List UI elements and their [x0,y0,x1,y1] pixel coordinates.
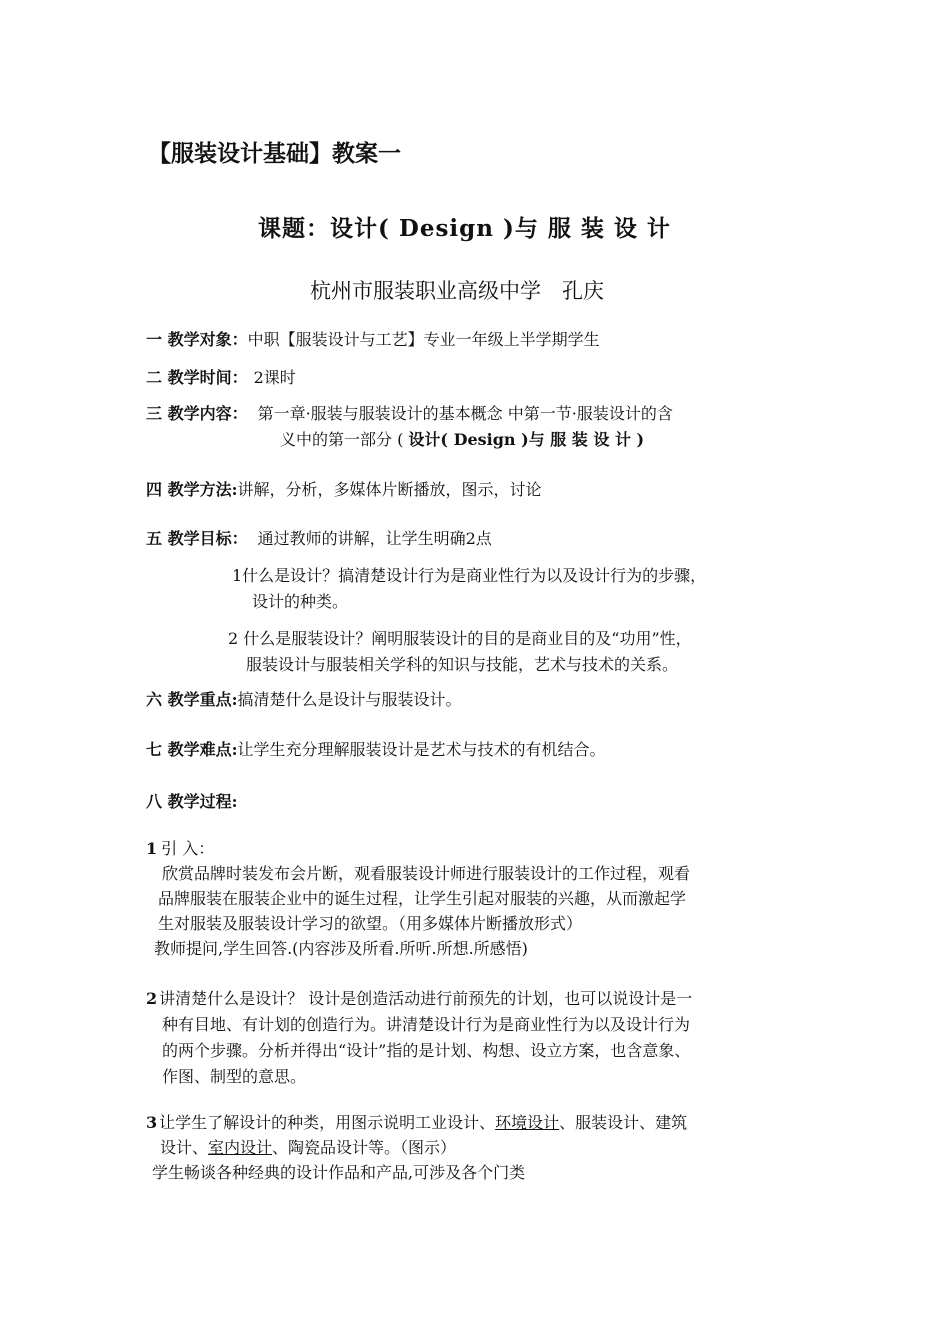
interior-design-link: 室内设计 [208,1138,273,1157]
section-teaching-goal [146,526,492,549]
section-text: 讲解，分析，多媒体片断播放，图示，讨论 [237,480,542,499]
section-text-line1: 第一章·服装与服装设计的基本概念 中第一节·服装设计的含 [257,404,673,423]
process-step-1-line3: 生对服装及服装设计学习的欲望。（用多媒体片断播放形式） [158,914,583,933]
section-text: 搞清楚什么是设计与服装设计。 [237,690,462,709]
document-title: 【服装设计基础】教案一 [148,140,401,167]
section-teaching-object [146,327,600,350]
process-step-number: 3 [146,1113,158,1132]
goal-item-2-line1: 2 什么是服装设计？阐明服装设计的目的是商业目的及“功用”性， [228,629,692,648]
process-step-1-line2: 品牌服装在服装企业中的诞生过程，让学生引起对服装的兴趣，从而激起学 [158,889,687,908]
process-step-text-b: 、服装设计、建筑 [559,1113,688,1132]
process-step-1-line1: 欣赏品牌时装发布会片断，观看服装设计师进行服装设计的工作过程，观看 [162,864,691,883]
goal-item-1-line1: 1什么是设计？搞清楚设计行为是商业性行为以及设计行为的步骤， [232,566,707,585]
process-step-3-line2 [160,1135,456,1158]
lesson-title: 课题：设计( Design )与 服 装 设 计 [258,215,671,242]
environment-design-link: 环境设计 [495,1113,560,1132]
goal-item-1-line2: 设计的种类。 [252,592,349,611]
process-step-2-line2: 种有目地、有计划的创造行为。讲清楚设计行为是商业性行为以及设计行为 [162,1015,691,1034]
section-text: 让学生充分理解服装设计是艺术与技术的有机结合。 [237,740,606,759]
section-teaching-difficulty [146,737,606,760]
section-teaching-focus [146,687,462,710]
section-teaching-process: 八 教学过程: [146,792,238,811]
section-teaching-content [146,401,673,424]
section-text-bold: 设计( Design )与 服 装 设 计 ) [408,430,645,449]
section-text: 2课时 [253,368,296,387]
process-step-2-line3: 的两个步骤。分析并得出“设计”指的是计划、构想、设立方案，也含意象、 [162,1041,691,1060]
section-text: 通过教师的讲解，让学生明确2点 [257,529,492,548]
process-step-2-line4: 作图、制型的意思。 [162,1067,307,1086]
section-text: 中职【服装设计与工艺】专业一年级上半学期学生 [247,330,600,349]
section-label: 一 教学对象： [146,330,248,349]
section-label: 六 教学重点: [146,690,238,709]
section-label: 四 教学方法: [146,480,238,499]
process-step-number: 1 [146,839,158,858]
process-step-1-line4: 教师提问,学生回答.(内容涉及所看.所听.所想.所感悟) [154,939,528,958]
process-step-text: 讲清楚什么是设计？ 设计是创造活动进行前预先的计划，也可以说设计是一 [159,989,693,1008]
section-teaching-time [146,365,296,388]
section-label: 七 教学难点: [146,740,238,759]
process-step-1-title [146,836,214,859]
process-step-3-line1 [146,1110,687,1133]
process-step-title: 引 入： [161,839,215,858]
process-step-text-a: 设计、 [160,1138,209,1157]
goal-item-2-line2: 服装设计与服装相关学科的知识与技能，艺术与技术的关系。 [246,655,679,674]
author-line: 杭州市服装职业高级中学 孔庆 [310,279,604,303]
section-label: 五 教学目标： [146,529,248,548]
section-text-prefix: 义中的第一部分 ( [280,430,409,449]
section-label: 二 教学时间： [146,368,248,387]
process-step-number: 2 [146,989,158,1008]
process-step-2-line1 [146,986,692,1009]
process-step-text-b: 、陶瓷品设计等。（图示） [272,1138,457,1157]
section-teaching-method [146,477,542,500]
section-teaching-content-line2 [280,427,644,450]
process-step-3-line3: 学生畅谈各种经典的设计作品和产品,可涉及各个门类 [152,1163,526,1182]
section-label: 三 教学内容： [146,404,248,423]
process-step-text-a: 让学生了解设计的种类，用图示说明工业设计、 [159,1113,496,1132]
